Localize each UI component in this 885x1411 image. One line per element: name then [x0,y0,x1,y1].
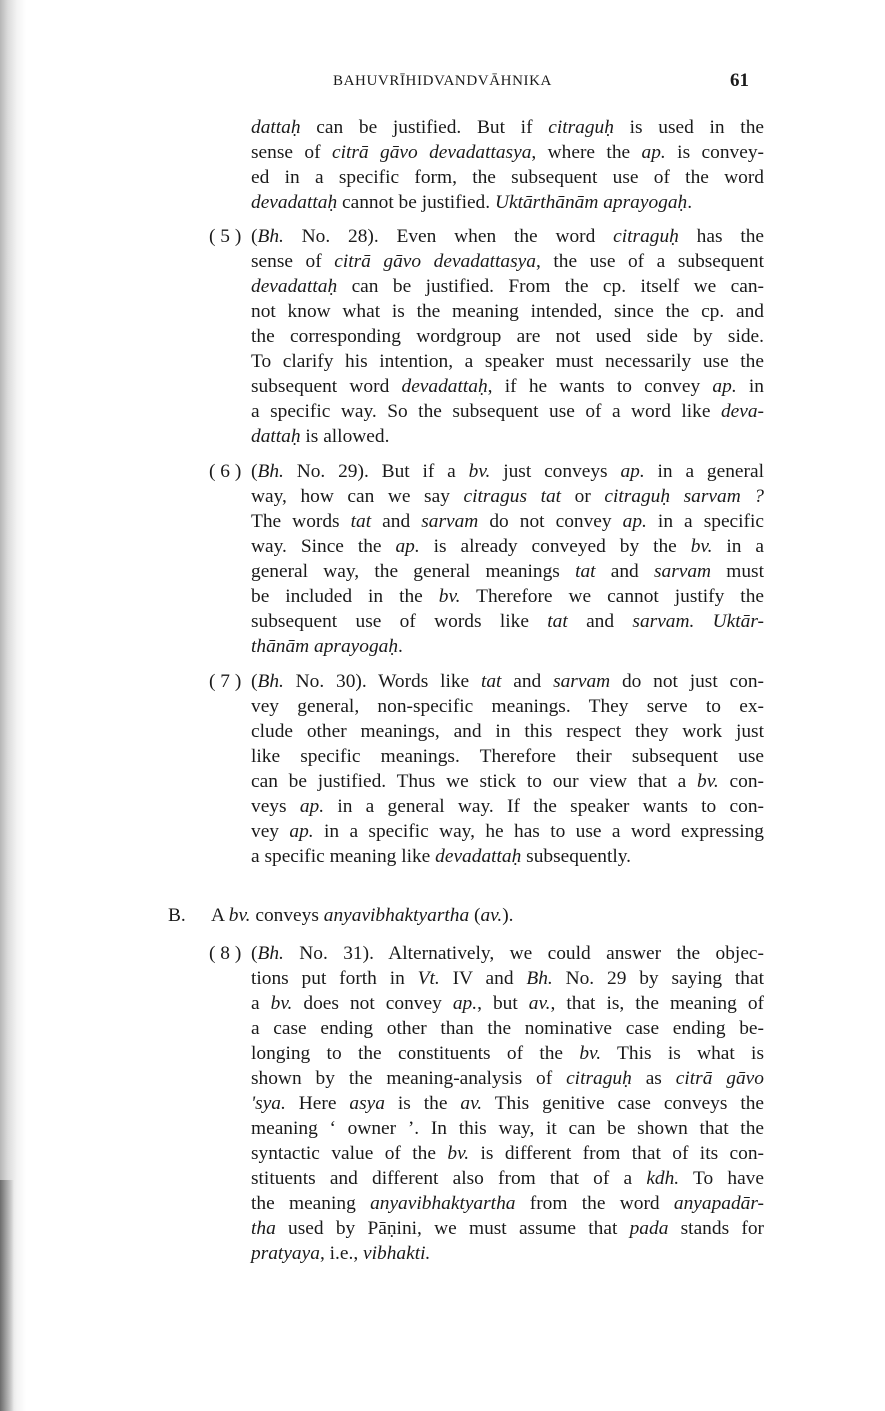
text-line: dattaḥ can be justified. But if citraguḥ is used in the [251,117,764,138]
text-line: a specific way. So the subsequent use of a word like deva- [251,401,764,422]
text-line: the corresponding wordgroup are not used side by side. [251,326,764,347]
text-line: devadattaḥ cannot be justified. Uktārthānām aprayogaḥ. [251,192,693,213]
text-line: 'sya. Here asya is the av. This genitive case conveys the [251,1093,765,1114]
text-line: syntactic value of the bv. is different from that of its con- [251,1143,764,1164]
paragraph-continuation [251,115,764,215]
text-line: can be justified. Thus we stick to our view that a bv. con- [251,771,764,792]
page-number: 61 [730,70,749,91]
section-b-letter: B. [168,905,186,926]
text-line: not know what is the meaning intended, since the cp. and [251,301,764,322]
text-line: shown by the meaning-analysis of citraguḥ as citrā gāvo [251,1068,764,1089]
text-line: way, how can we say citragus tat or citraguḥ sarvam ? [251,486,764,507]
text-line: ed in a specific form, the subsequent use of the word [251,167,764,188]
text-line: devadattaḥ can be justified. From the cp. itself we can- [251,276,764,297]
text-line: (Bh. No. 28). Even when the word citraguḥ has the [251,226,765,247]
text-line: sense of citrā gāvo devadattasya, the use of a subsequent [251,251,764,272]
text-line: general way, the general meanings tat and sarvam must [251,561,764,582]
text-line: tions put forth in Vt. IV and Bh. No. 29 by saying that [251,968,765,989]
text-line: stituents and different also from that of a kdh. To have [251,1168,764,1189]
text-line: a case ending other than the nominative case ending be- [251,1018,764,1039]
paragraph-8 [251,941,764,1266]
text-line: the meaning anyavibhaktyartha from the word anyapadār- [251,1193,764,1214]
text-line: dattaḥ is allowed. [251,426,390,447]
text-line: clude other meanings, and in this respect they work just [251,721,764,742]
text-line: a bv. does not convey ap., but av., that is, the meaning of [251,993,764,1014]
text-line: thānām aprayogaḥ. [251,636,403,657]
text-line: a specific meaning like devadattaḥ subsequently. [251,846,631,867]
text-line: way. Since the ap. is already conveyed by the bv. in a [251,536,764,557]
text-line: veys ap. in a general way. If the speaker wants to con- [251,796,764,817]
text-line: like specific meanings. Therefore their subsequent use [251,746,764,767]
paragraph-number-5: ( 5 ) [209,226,242,247]
text-line: be included in the bv. Therefore we cannot justify the [251,586,764,607]
text-line: (Bh. No. 30). Words like tat and sarvam do not just con- [251,671,764,692]
text-line: vey general, non-specific meanings. They serve to ex- [251,696,764,717]
text-line: vey ap. in a specific way, he has to use a word expressing [251,821,764,842]
paragraph-5 [251,224,764,449]
paragraph-number-6: ( 6 ) [209,461,242,482]
text-line: (Bh. No. 29). But if a bv. just conveys ap. in a general [251,461,764,482]
text-line: sense of citrā gāvo devadattasya, where the ap. is convey- [251,142,764,163]
text-line: To clarify his intention, a speaker must necessarily use the [251,351,764,372]
text-line: meaning ‘ owner ’. In this way, it can be shown that the [251,1118,764,1139]
paragraph-number-7: ( 7 ) [209,671,242,692]
text-line: pratyaya, i.e., vibhakti. [251,1243,431,1264]
running-header: BAHUVRĪHIDVANDVĀHNIKA [333,73,552,89]
text-line: The words tat and sarvam do not convey ap. in a specific [251,511,764,532]
text-line: (Bh. No. 31). Alternatively, we could answer the objec- [251,943,764,964]
text-line: tha used by Pāṇini, we must assume that pada stands for [251,1218,764,1239]
paragraph-7 [251,669,764,869]
section-b-heading: A bv. conveys anyavibhaktyartha (av.). [211,905,514,926]
paragraph-6 [251,459,764,659]
text-line: subsequent use of words like tat and sarvam. Uktār- [251,611,764,632]
scan-spine-dark-edge [0,1180,14,1411]
text-line: subsequent word devadattaḥ, if he wants to convey ap. in [251,376,764,397]
text-line: longing to the constituents of the bv. This is what is [251,1043,764,1064]
paragraph-number-8: ( 8 ) [209,943,242,964]
